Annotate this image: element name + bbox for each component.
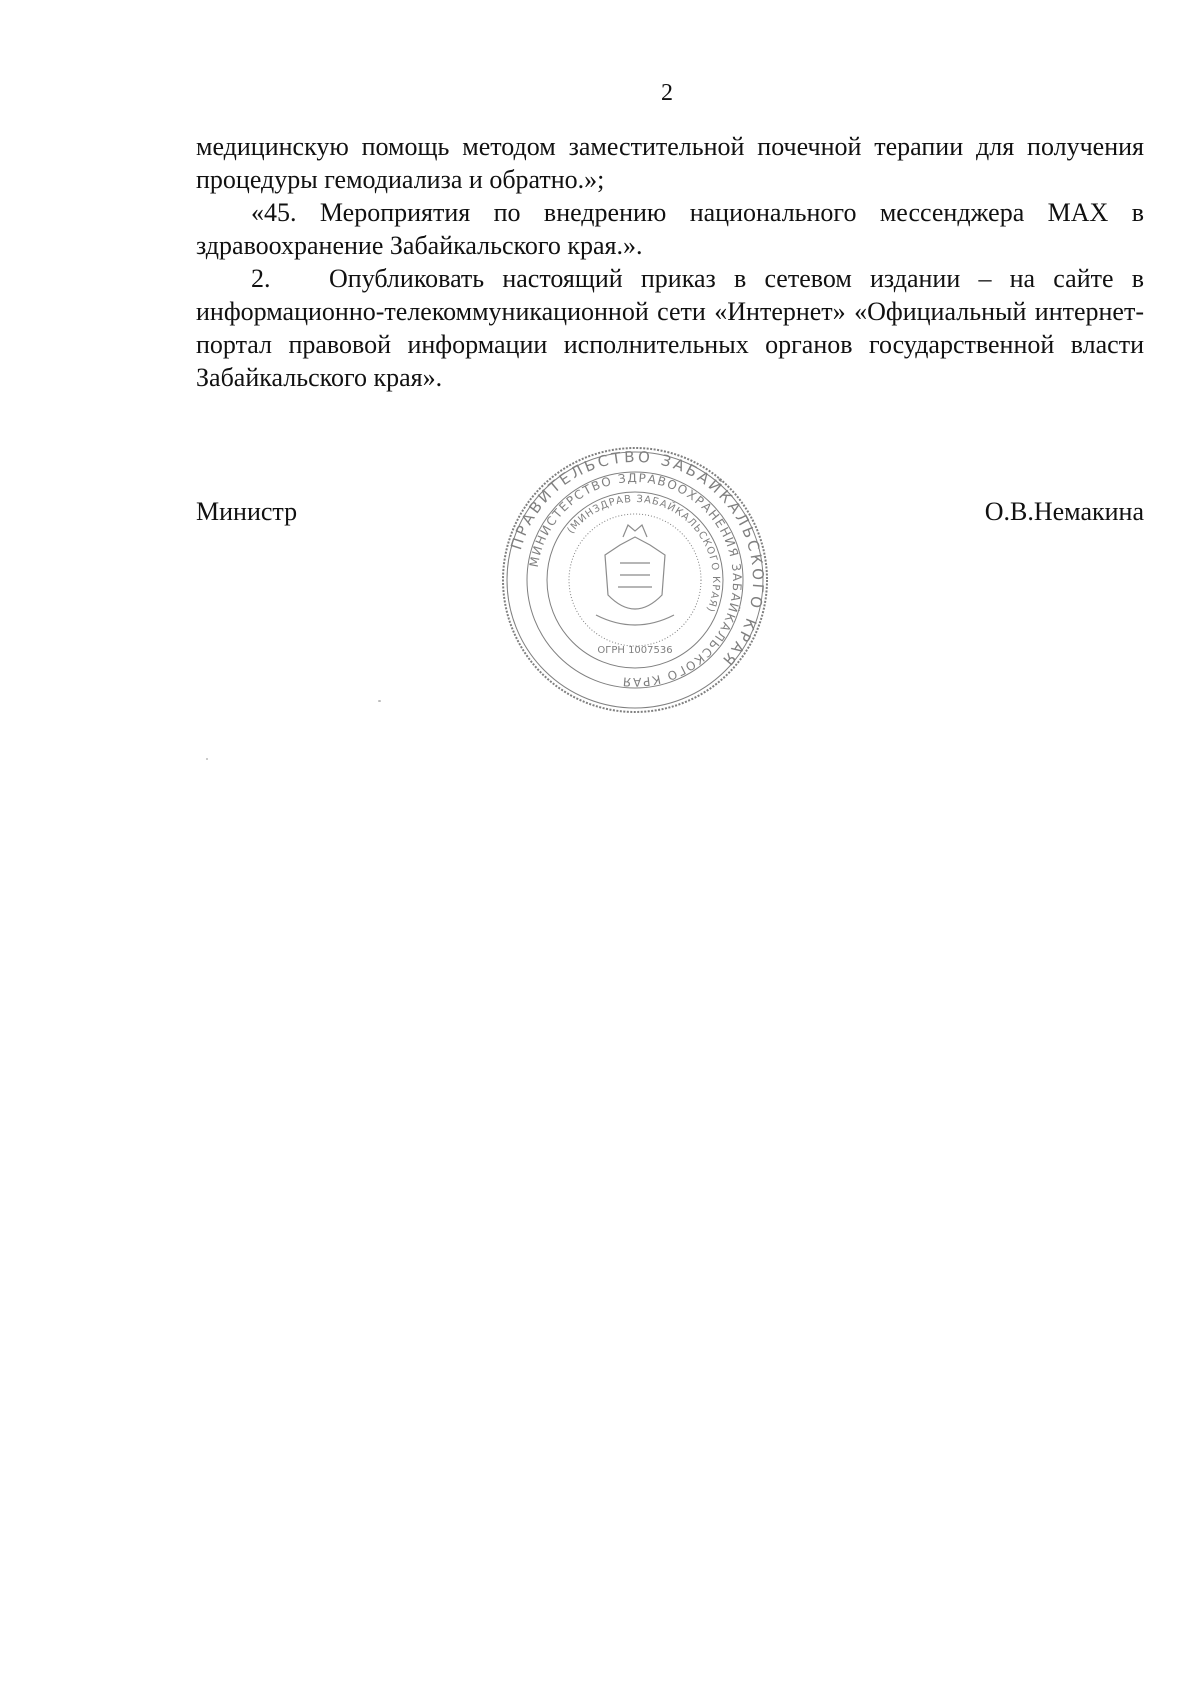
- paragraph-item-45: «45. Мероприятия по внедрению национального мессенджера МАХ в здравоохранение Забайкальского края.».: [196, 198, 1144, 260]
- signer-name: О.В.Немакина: [984, 497, 1144, 526]
- paragraph-text: Опубликовать настоящий приказ в сетевом издании – на сайте в информационно-телекоммуникационной сети «Интернет» «Официальный интернет-портал правовой информации исполнительных органов государственной власти Забайкальского края».: [196, 264, 1144, 392]
- seal-ogrn: ОГРН 1007536: [597, 645, 673, 656]
- seal-inner-text: (МИНЗДРАВ ЗАБАЙКАЛЬСКОГО КРАЯ): [565, 493, 722, 614]
- paragraph-continuation: медицинскую помощь методом заместительной почечной терапии для получения процедуры гемодиализа и обратно.»;: [196, 132, 1144, 194]
- scan-speck: [206, 758, 208, 760]
- scan-speck: [378, 700, 381, 702]
- signer-title: Министр: [196, 497, 298, 526]
- document-body: [196, 130, 1144, 394]
- paragraph-number: 2.: [251, 264, 271, 293]
- official-seal-stamp: [500, 445, 770, 715]
- seal-middle-text: МИНИСТЕРСТВО ЗДРАВООХРАНЕНИЯ ЗАБАЙКАЛЬСКОГО КРАЯ: [526, 470, 745, 690]
- crest-icon: [596, 525, 674, 625]
- paragraph-item-2: [196, 262, 1144, 394]
- seal-outer-text: ПРАВИТЕЛЬСТВО ЗАБАЙКАЛЬСКОГО КРАЯ: [507, 447, 768, 671]
- page-number: 2: [661, 80, 673, 106]
